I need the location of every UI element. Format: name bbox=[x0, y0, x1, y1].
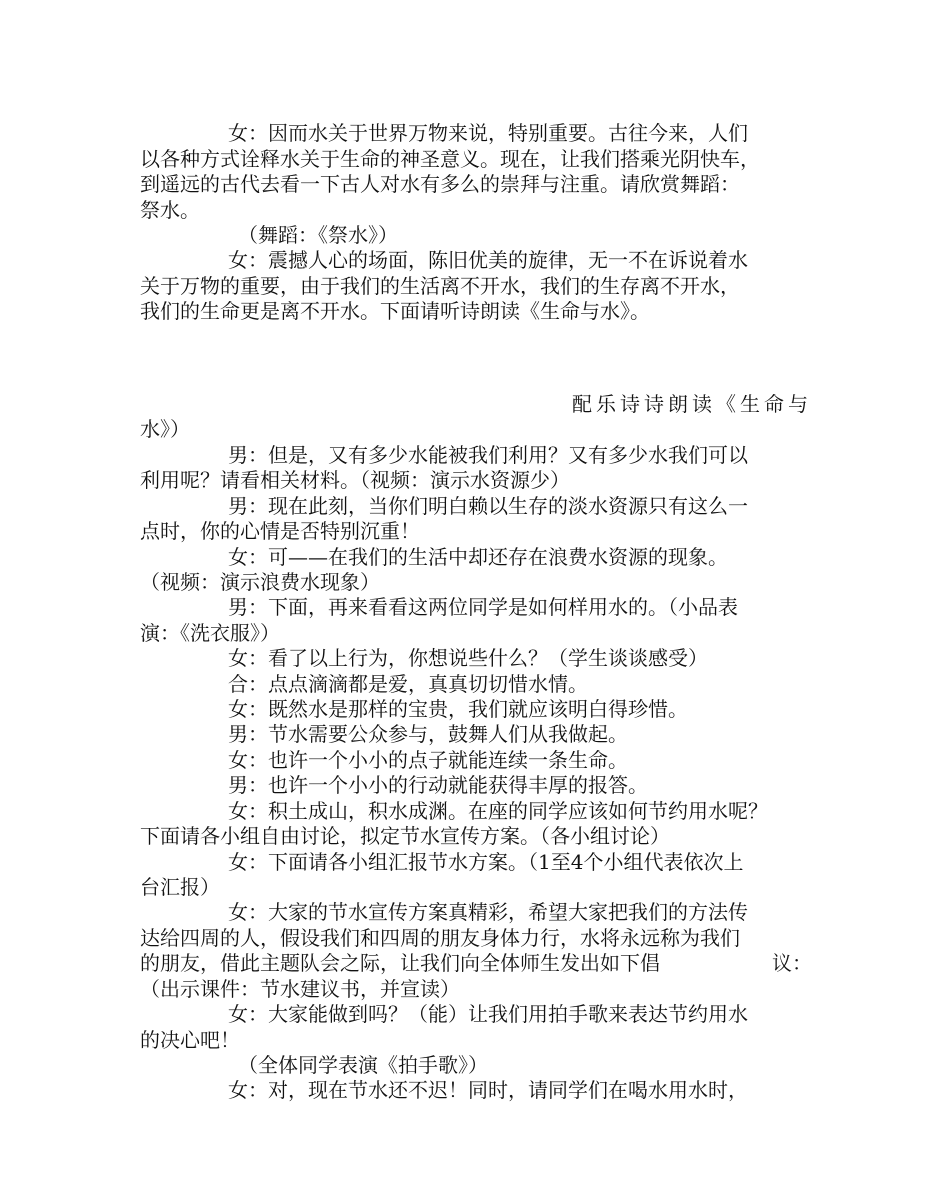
text-line: 女：对，现在节水还不迟！同时，请同学们在喝水用水时， bbox=[228, 1078, 748, 1102]
text-line: 男：但是，又有多少水能被我们利用？又有多少水我们可以 bbox=[228, 443, 748, 467]
text-line: 的朋友，借此主题队会之际，让我们向全体师生发出如下倡 bbox=[140, 951, 660, 975]
text-line: 利用呢？请看相关材料。（视频：演示水资源少） bbox=[140, 468, 570, 492]
text-line: 的决心吧！ bbox=[140, 1028, 240, 1052]
text-line: 女：可——在我们的生活中却还存在浪费水资源的现象。 bbox=[228, 545, 728, 569]
text-line: 下面请各小组自由讨论，拟定节水宣传方案。（各小组讨论） bbox=[140, 824, 670, 848]
text-line: 水》） bbox=[140, 417, 190, 441]
text-line: 台汇报） bbox=[140, 875, 220, 899]
text-line-tail: 议： bbox=[772, 951, 812, 975]
text-line: 祭水。 bbox=[140, 198, 200, 222]
text-line: 到遥远的古代去看一下古人对水有多么的崇拜与注重。请欣赏舞蹈： bbox=[140, 172, 740, 196]
text-line: 女：下面请各小组汇报节水方案。（1至4个小组代表依次上 bbox=[228, 850, 744, 874]
text-line: 点时，你的心情是否特别沉重！ bbox=[140, 519, 420, 543]
text-line: 关于万物的重要，由于我们的生活离不开水，我们的生存离不开水， bbox=[140, 274, 740, 298]
text-line: 达给四周的人，假设我们和四周的朋友身体力行，水将永远称为我们 bbox=[140, 926, 740, 950]
text-line: 女：看了以上行为，你想说些什么？（学生谈谈感受） bbox=[228, 646, 708, 670]
text-line: （出示课件：节水建议书，并宣读） bbox=[140, 977, 460, 1001]
text-line: 男：也许一个小小的行动就能获得丰厚的报答。 bbox=[228, 773, 648, 797]
text-line: 女：也许一个小小的点子就能连续一条生命。 bbox=[228, 748, 628, 772]
text-line: 演：《洗衣服》） bbox=[140, 621, 280, 645]
text-line: （全体同学表演《拍手歌》） bbox=[238, 1053, 488, 1077]
text-line: （舞蹈：《祭水》） bbox=[238, 223, 398, 247]
text-line: 女：大家的节水宣传方案真精彩，希望大家把我们的方法传 bbox=[228, 900, 748, 924]
text-line: 女：因而水关于世界万物来说，特别重要。古往今来，人们 bbox=[228, 121, 748, 145]
text-line: 男：现在此刻，当你们明白赖以生存的淡水资源只有这么一 bbox=[228, 494, 748, 518]
text-line: （视频：演示浪费水现象） bbox=[140, 570, 380, 594]
poem-heading-line: 配乐诗诗朗读《生命与 bbox=[572, 392, 812, 416]
text-line: 男：节水需要公众参与，鼓舞人们从我做起。 bbox=[228, 722, 628, 746]
text-line: 女：积土成山，积水成渊。在座的同学应该如何节约用水呢？ bbox=[228, 799, 768, 823]
text-line: 男：下面，再来看看这两位同学是如何样用水的。（小品表 bbox=[228, 595, 738, 619]
text-line: 女：大家能做到吗？（能）让我们用拍手歌来表达节约用水 bbox=[228, 1002, 748, 1026]
text-line: 以各种方式诠释水关于生命的神圣意义。现在，让我们搭乘光阴快车， bbox=[140, 147, 760, 171]
text-line: 女：既然水是那样的宝贵，我们就应该明白得珍惜。 bbox=[228, 697, 688, 721]
text-line: 女：震撼人心的场面，陈旧优美的旋律，无一不在诉说着水 bbox=[228, 248, 748, 272]
text-line: 合：点点滴滴都是爱，真真切切惜水情。 bbox=[228, 672, 588, 696]
text-line: 我们的生命更是离不开水。下面请听诗朗读《生命与水》。 bbox=[140, 299, 650, 323]
